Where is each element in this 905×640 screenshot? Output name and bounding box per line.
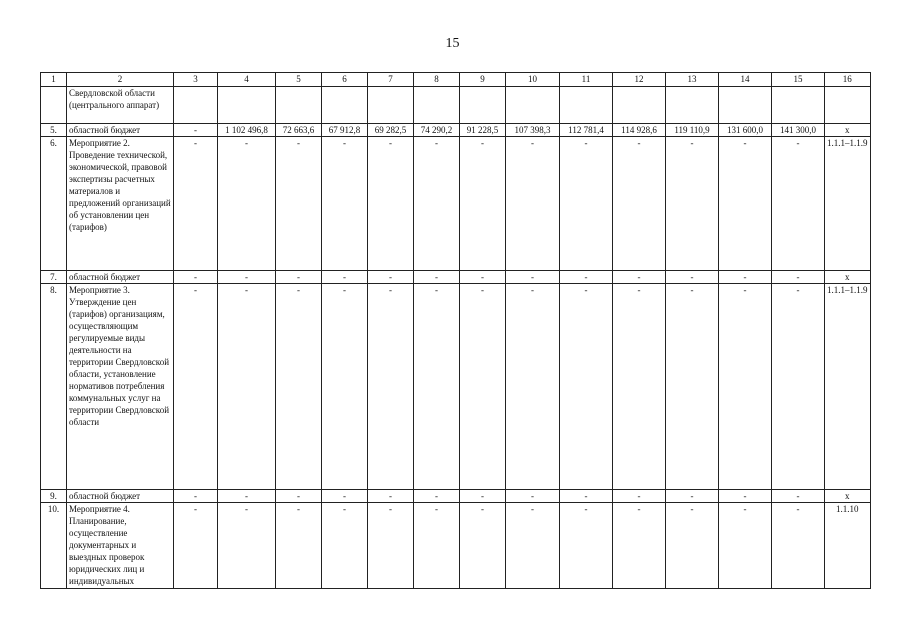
value-cell: - [719,490,772,503]
value-cell: - [322,271,368,284]
target-code: x [825,490,871,503]
header-cell: 15 [772,73,825,87]
value-cell: - [174,124,218,137]
value-cell: - [613,284,666,490]
header-cell: 9 [460,73,506,87]
value-cell: - [414,271,460,284]
header-cell: 6 [322,73,368,87]
row-number: 9. [41,490,67,503]
value-cell: - [613,271,666,284]
header-cell: 13 [666,73,719,87]
value-cell: 131 600,0 [719,124,772,137]
value-cell [613,87,666,124]
value-cell: - [218,271,276,284]
value-cell: - [414,490,460,503]
row-description: Мероприятие 2. Проведение технической, экономической, правовой экспертизы расчетных материалов и предложений организаций об установлении цен (тарифов) [67,137,174,271]
value-cell [368,87,414,124]
row-number: 6. [41,137,67,271]
value-cell [719,87,772,124]
page-number: 15 [445,36,460,51]
value-cell: - [460,271,506,284]
row-description: областной бюджет [67,271,174,284]
row-description: Мероприятие 4. Планирование, осуществление документарных и выездных проверок юридических лиц и индивидуальных [67,503,174,589]
value-cell: - [414,284,460,490]
value-cell: - [174,137,218,271]
value-cell: - [460,137,506,271]
program-table [40,72,871,589]
value-cell: - [772,284,825,490]
header-cell: 2 [67,73,174,87]
value-cell: - [218,284,276,490]
value-cell: - [560,490,613,503]
value-cell: - [368,137,414,271]
value-cell [506,87,560,124]
value-cell: - [414,503,460,589]
value-cell: - [322,490,368,503]
value-cell: 72 663,6 [276,124,322,137]
value-cell: - [506,137,560,271]
value-cell: - [460,284,506,490]
row-description: Мероприятие 3. Утверждение цен (тарифов) организациям, осуществляющим регулируемые виды деятельности на территории Свердловской области, установление нормативов потребления коммунальных услуг на территории Свердловской области [67,284,174,490]
target-code: x [825,271,871,284]
row-number [41,87,67,124]
value-cell: - [218,490,276,503]
value-cell: - [460,490,506,503]
value-cell: - [719,284,772,490]
value-cell: - [276,271,322,284]
value-cell: - [174,271,218,284]
header-cell: 8 [414,73,460,87]
value-cell: - [772,271,825,284]
value-cell: - [276,284,322,490]
value-cell: - [613,503,666,589]
value-cell [666,87,719,124]
row-number: 7. [41,271,67,284]
value-cell: 141 300,0 [772,124,825,137]
header-cell: 1 [41,73,67,87]
row-description: областной бюджет [67,124,174,137]
header-cell: 16 [825,73,871,87]
row-number: 8. [41,284,67,490]
value-cell: - [174,503,218,589]
value-cell: - [666,490,719,503]
value-cell: - [322,137,368,271]
value-cell: - [368,284,414,490]
value-cell: - [276,137,322,271]
table-row [41,271,871,284]
table-row [41,124,871,137]
value-cell: 119 110,9 [666,124,719,137]
table-row [41,137,871,271]
value-cell: - [719,137,772,271]
target-code: 1.1.1–1.1.9 [825,137,871,271]
value-cell: - [460,503,506,589]
value-cell: - [560,271,613,284]
target-code: x [825,124,871,137]
target-code: 1.1.1–1.1.9 [825,284,871,490]
value-cell: 1 102 496,8 [218,124,276,137]
value-cell: - [276,503,322,589]
value-cell: - [666,284,719,490]
value-cell: - [414,137,460,271]
table-row [41,284,871,490]
value-cell: - [772,490,825,503]
table-row [41,87,871,124]
header-cell: 12 [613,73,666,87]
value-cell: - [276,490,322,503]
value-cell [414,87,460,124]
value-cell [322,87,368,124]
value-cell: - [772,503,825,589]
header-cell: 3 [174,73,218,87]
value-cell: 112 781,4 [560,124,613,137]
value-cell: - [174,284,218,490]
value-cell: - [506,271,560,284]
value-cell [560,87,613,124]
value-cell: 69 282,5 [368,124,414,137]
target-code: 1.1.10 [825,503,871,589]
value-cell: - [666,271,719,284]
value-cell: - [506,503,560,589]
value-cell: 107 398,3 [506,124,560,137]
value-cell: - [560,284,613,490]
value-cell [460,87,506,124]
value-cell: - [613,137,666,271]
header-row [41,73,871,87]
header-cell: 14 [719,73,772,87]
value-cell: - [719,271,772,284]
value-cell: 74 290,2 [414,124,460,137]
value-cell: - [174,490,218,503]
value-cell: - [506,490,560,503]
value-cell: - [368,490,414,503]
value-cell [772,87,825,124]
value-cell [174,87,218,124]
value-cell: - [560,503,613,589]
value-cell: 114 928,6 [613,124,666,137]
value-cell: 91 228,5 [460,124,506,137]
header-cell: 10 [506,73,560,87]
value-cell [218,87,276,124]
header-cell: 7 [368,73,414,87]
value-cell: - [322,503,368,589]
value-cell: - [322,284,368,490]
value-cell: - [666,137,719,271]
header-cell: 4 [218,73,276,87]
row-description: областной бюджет [67,490,174,503]
value-cell: - [666,503,719,589]
header-cell: 5 [276,73,322,87]
table-row [41,503,871,589]
value-cell [276,87,322,124]
value-cell: - [560,137,613,271]
value-cell: - [368,271,414,284]
value-cell: - [218,503,276,589]
value-cell: - [772,137,825,271]
row-description: Свердловской области (центрального аппарат) [67,87,174,124]
header-cell: 11 [560,73,613,87]
row-number: 5. [41,124,67,137]
value-cell: - [719,503,772,589]
value-cell: - [218,137,276,271]
table-row [41,490,871,503]
row-number: 10. [41,503,67,589]
value-cell: 67 912,8 [322,124,368,137]
target-code [825,87,871,124]
value-cell: - [506,284,560,490]
value-cell: - [613,490,666,503]
value-cell: - [368,503,414,589]
